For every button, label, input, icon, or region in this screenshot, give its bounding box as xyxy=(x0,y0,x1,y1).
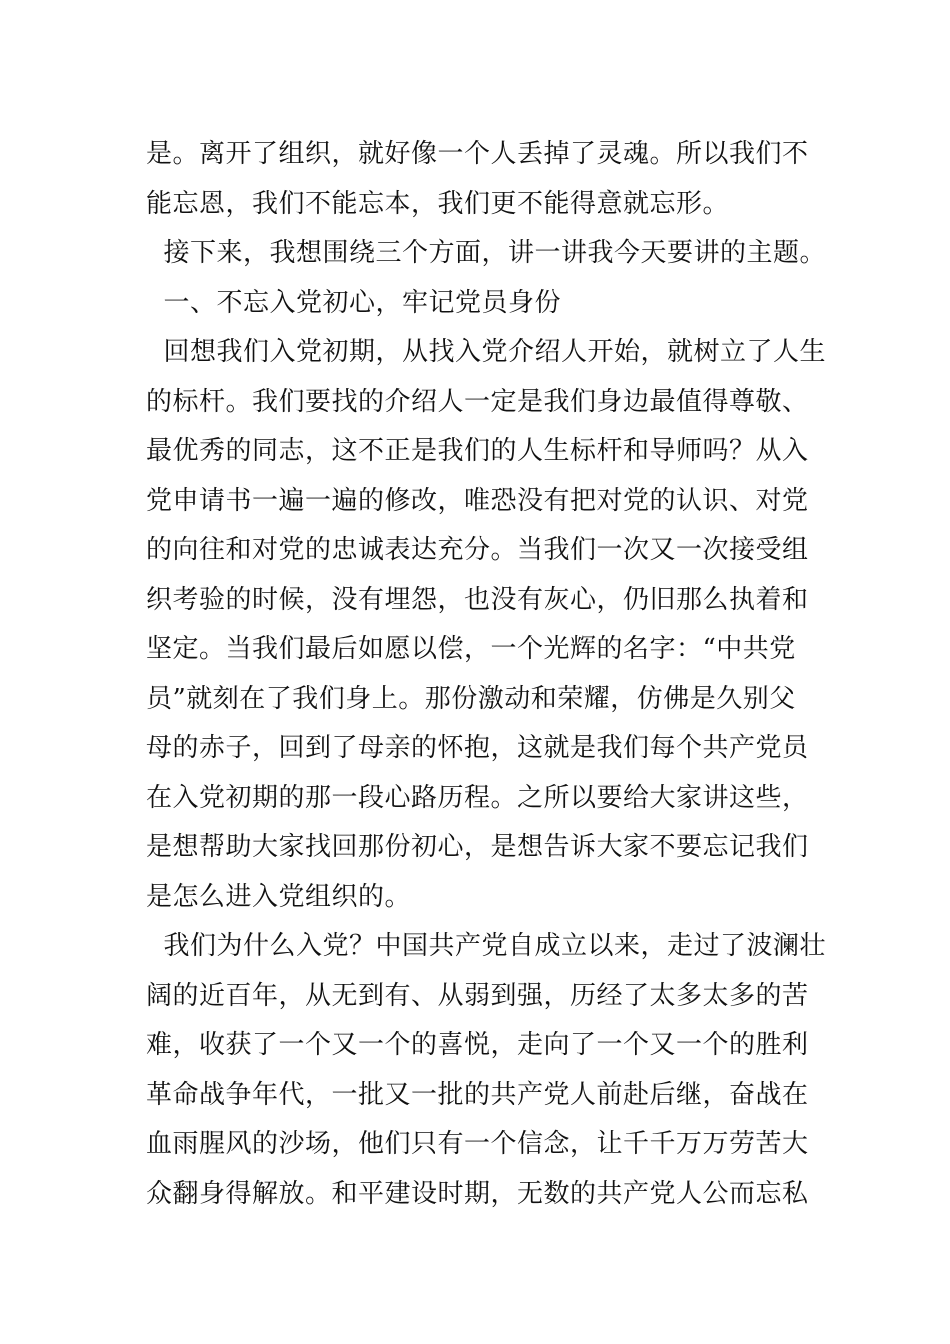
text-line: 是想帮助大家找回那份初心，是想告诉大家不要忘记我们 xyxy=(146,832,809,862)
text-line: 接下来，我想围绕三个方面，讲一讲我今天要讲的主题。 xyxy=(146,238,827,268)
text-line: 是怎么进入党组织的。 xyxy=(146,881,412,912)
text-line: 的标杆。我们要找的介绍人一定是我们身边最值得尊敬、 xyxy=(146,386,809,417)
text-line: 员”就刻在了我们身上。那份激动和荣耀，仿佛是久别父 xyxy=(146,683,796,714)
text-line: 坚定。当我们最后如愿以偿，一个光辉的名字：“中共党 xyxy=(146,634,796,664)
text-line: 革命战争年代，一批又一批的共产党人前赴后继，奋战在 xyxy=(146,1079,809,1110)
text-line: 是。离开了组织，就好像一个人丢掉了灵魂。所以我们不 xyxy=(146,139,809,169)
text-line: 织考验的时候，没有埋怨，也没有灰心，仍旧那么执着和 xyxy=(146,584,809,615)
text-line: 能忘恩，我们不能忘本，我们更不能得意就忘形。 xyxy=(146,188,730,219)
text-line: 难，收获了一个又一个的喜悦，走向了一个又一个的胜利 xyxy=(146,1030,809,1060)
text-line: 母的赤子，回到了母亲的怀抱，这就是我们每个共产党员 xyxy=(146,733,809,763)
text-line: 的向往和对党的忠诚表达充分。当我们一次又一次接受组 xyxy=(146,535,809,565)
text-line: 阔的近百年，从无到有、从弱到强，历经了太多太多的苦 xyxy=(146,980,809,1011)
text-line: 血雨腥风的沙场，他们只有一个信念，让千千万万劳苦大 xyxy=(146,1129,809,1159)
text-line: 众翻身得解放。和平建设时期，无数的共产党人公而忘私 xyxy=(146,1178,809,1209)
body-text xyxy=(146,130,827,1219)
text-line: 最优秀的同志，这不正是我们的人生标杆和导师吗？从入 xyxy=(146,436,809,466)
text-line: 回想我们入党初期，从找入党介绍人开始，就树立了人生 xyxy=(146,337,827,367)
text-line: 我们为什么入党？中国共产党自成立以来，走过了波澜壮 xyxy=(146,931,827,961)
section-heading: 一、不忘入党初心，牢记党员身份 xyxy=(146,287,562,318)
text-line: 党申请书一遍一遍的修改，唯恐没有把对党的认识、对党 xyxy=(146,485,809,516)
text-line: 在入党初期的那一段心路历程。之所以要给大家讲这些， xyxy=(146,782,809,813)
